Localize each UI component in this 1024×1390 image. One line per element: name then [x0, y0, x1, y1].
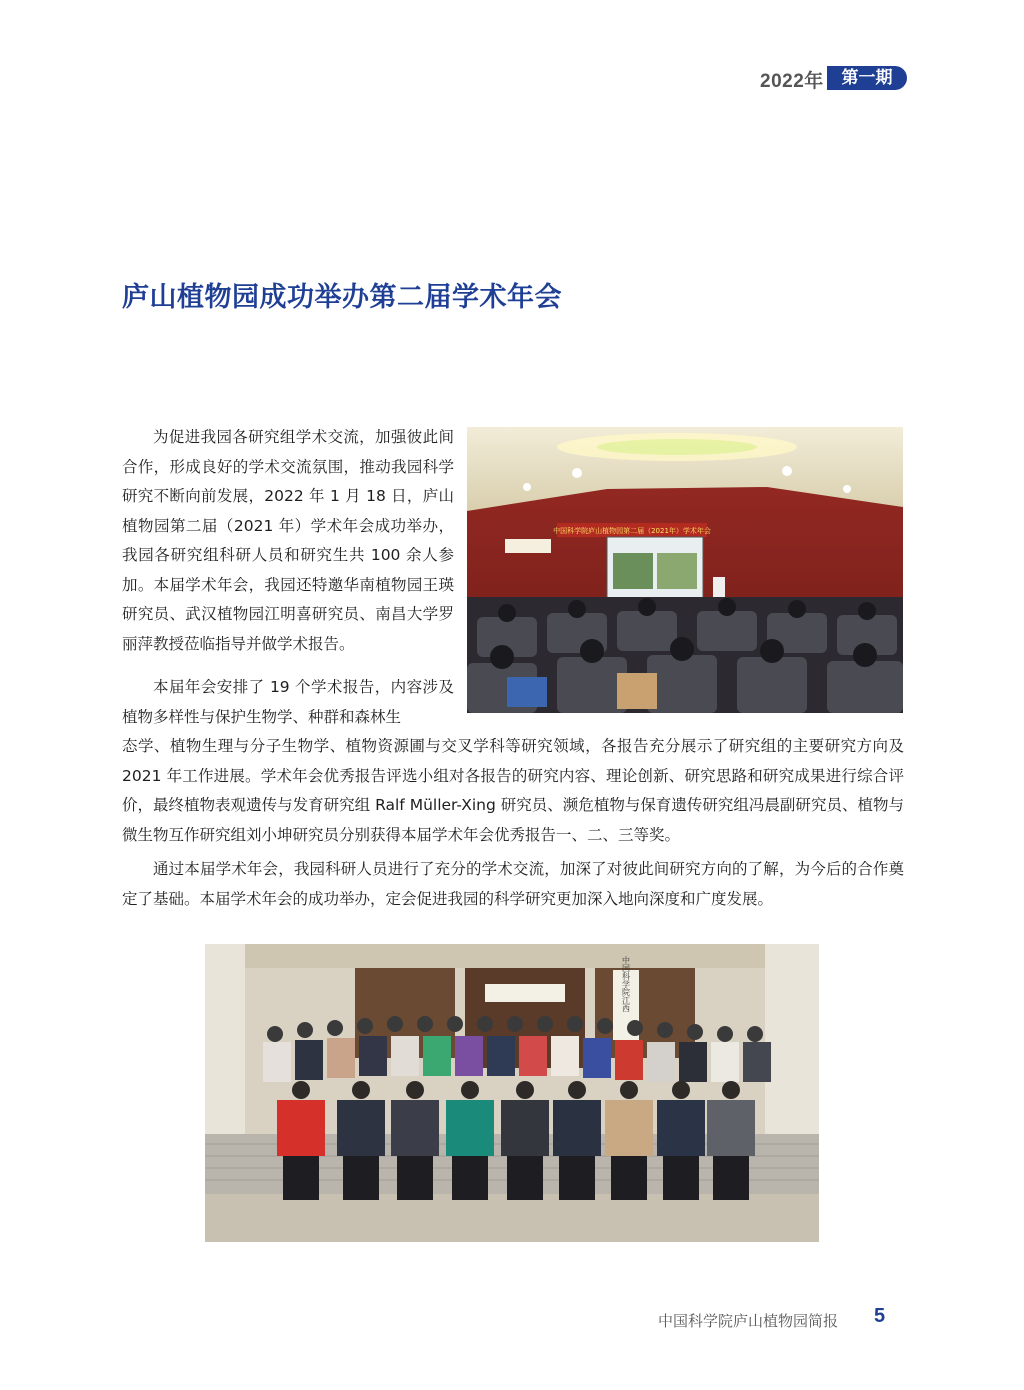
meeting-photo — [467, 427, 903, 713]
article-title: 庐山植物园成功举办第二届学术年会 — [122, 282, 562, 313]
article-paragraph-3: 通过本届学术年会，我园科研人员进行了充分的学术交流，加深了对彼此间研究方向的了解，为今后的合作奠定了基础。本届学术年会的成功举办，定会促进我园的科学研究更加深入地向深度和广度发展。 — [122, 860, 904, 908]
page-number: 5 — [874, 1305, 886, 1327]
article-paragraph-1: 为促进我园各研究组学术交流，加强彼此间合作，形成良好的学术交流氛围，推动我园科学研究不断向前发展，2022 年 1 月 18 日，庐山植物园第二届（2021 年）学术年会成功举办，我园各研究组科研人员和研究生共 100 余人参加。本届学术年会，我园还特邀华南植物园王瑛研究员、武汉植物园江明喜研究员、南昌大学罗丽萍教授莅临指导并做学术报告。 — [122, 428, 454, 653]
issue-badge: 第一期 — [827, 66, 907, 90]
group-photo — [205, 944, 819, 1242]
article-paragraph-2-rest: 态学、植物生理与分子生物学、植物资源圃与交叉学科等研究领域，各报告充分展示了研究组的主要研究方向及 2021 年工作进展。学术年会优秀报告评选小组对各报告的研究内容、理论创新、研究思路和研究成果进行综合评价，最终植物表观遗传与发育研究组 Ralf Müller-Xing 研究员、濒危植物与保育遗传研究组冯晨副研究员、植物与微生物互作研究组刘小坤研究员分别获得本届学术年会优秀报告一、二、三等奖。 — [122, 737, 904, 844]
header-year: 2022年 — [760, 71, 824, 92]
group-sign-text: 中国科学院江西 — [621, 956, 631, 1012]
article-paragraph-2-start: 本届年会安排了 19 个学术报告，内容涉及植物多样性与保护生物学、种群和森林生 — [122, 678, 454, 726]
publication-name: 中国科学院庐山植物园简报 — [658, 1312, 839, 1330]
meeting-banner-text: 中国科学院庐山植物园第二届（2021年）学术年会 — [553, 527, 711, 535]
